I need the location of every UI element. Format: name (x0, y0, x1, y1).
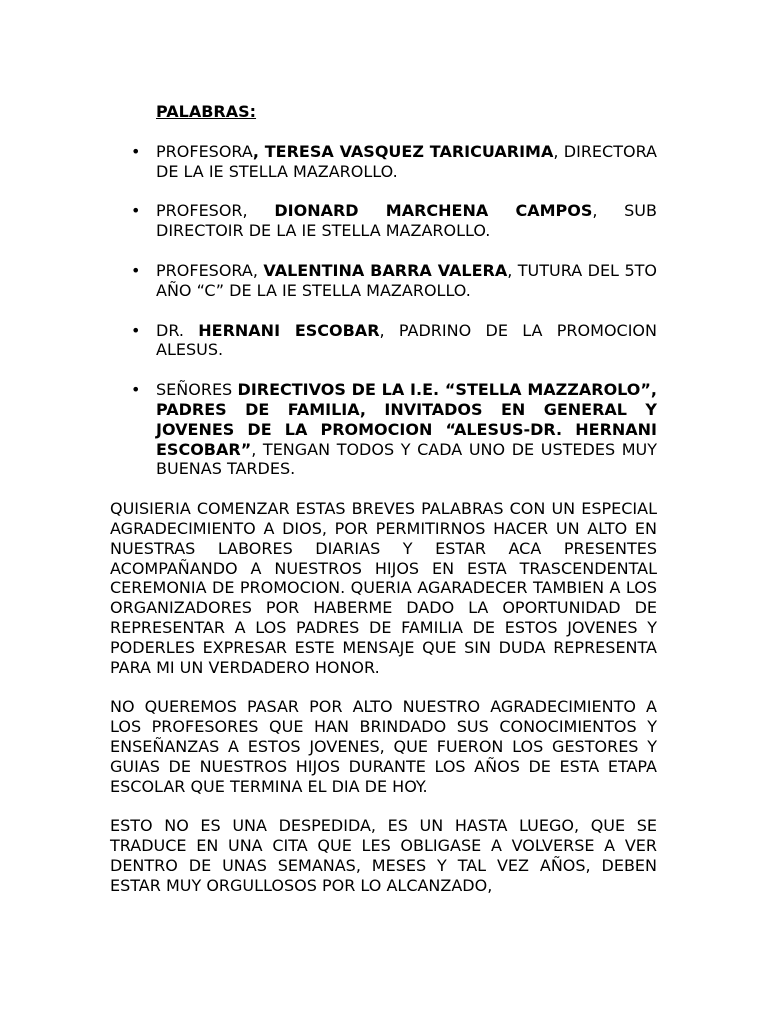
addressee-name: , TERESA VASQUEZ TARICUARIMA (252, 141, 554, 161)
bullet-icon: • (131, 260, 141, 280)
bullet-icon: • (131, 201, 141, 221)
bullet-icon: • (131, 380, 141, 400)
addressee-role: , DIRECTORA DE LA IE STELLA MAZAROLLO. (156, 141, 657, 181)
addressee-name: HERNANI ESCOBAR (198, 320, 380, 340)
addressee-role: , PADRINO DE LA PROMOCION ALESUS. (156, 320, 657, 360)
addressee-title: DR. (156, 320, 199, 340)
bullet-icon: • (131, 320, 141, 340)
addressee-role: , TUTURA DEL 5TO AÑO “C” DE LA IE STELLA MAZAROLLO. (156, 260, 657, 300)
addressee-item (110, 380, 657, 479)
addressee-item (110, 261, 657, 301)
addressee-role: , SUB DIRECTOIR DE LA IE STELLA MAZAROLLO. (156, 201, 657, 241)
addressee-title: PROFESOR, (156, 201, 275, 221)
addressee-title: PROFESORA, (156, 260, 264, 280)
addressee-item (110, 142, 657, 182)
addressee-list (110, 142, 657, 479)
document-page (110, 102, 657, 916)
speech-paragraph: NO QUEREMOS PASAR POR ALTO NUESTRO AGRADECIMIENTO A LOS PROFESORES QUE HAN BRINDADO SUS CONOCIMIENTOS Y ENSEÑANZAS A ESTOS JOVENES, QUE FUERON LOS GESTORES Y GUIAS DE NUESTROS HIJOS DURANTE LOS AÑOS DE ESTA ETAPA ESCOLAR QUE TERMINA EL DIA DE HOY. (110, 697, 657, 796)
speech-paragraph: ESTO NO ES UNA DESPEDIDA, ES UN HASTA LUEGO, QUE SE TRADUCE EN UNA CITA QUE LES OBLIGASE A VOLVERSE A VER DENTRO DE UNAS SEMANAS, MESES Y TAL VEZ AÑOS, DEBEN ESTAR MUY ORGULLOSOS POR LO ALCANZADO, (110, 816, 657, 895)
addressee-title: SEÑORES (156, 380, 238, 400)
speech-paragraph: QUISIERIA COMENZAR ESTAS BREVES PALABRAS CON UN ESPECIAL AGRADECIMIENTO A DIOS, POR PERMITIRNOS HACER UN ALTO EN NUESTRAS LABORES DIARIAS Y ESTAR ACA PRESENTES ACOMPAÑANDO A NUESTROS HIJOS EN ESTA TRASCENDENTAL CEREMONIA DE PROMOCION. QUERIA AGARADECER TAMBIEN A LOS ORGANIZADORES POR HABERME DADO LA OPORTUNIDAD DE REPRESENTAR A LOS PADRES DE FAMILIA DE ESTOS JOVENES Y PODERLES EXPRESAR ESTE MENSAJE QUE SIN DUDA REPRESENTA PARA MI UN VERDADERO HONOR. (110, 499, 657, 677)
addressee-name: VALENTINA BARRA VALERA (263, 260, 508, 280)
addressee-name: DIONARD MARCHENA CAMPOS (274, 201, 593, 221)
addressee-title: PROFESORA (156, 141, 253, 161)
addressee-item (110, 321, 657, 361)
addressee-role: , TENGAN TODOS Y CADA UNO DE USTEDES MUY BUENAS TARDES. (156, 439, 657, 479)
bullet-icon: • (131, 141, 141, 161)
addressee-name: DIRECTIVOS DE LA I.E. “STELLA MAZZAROLO”, PADRES DE FAMILIA, INVITADOS EN GENERAL Y JOVENES DE LA PROMOCION “ALESUS-DR. HERNANI ESCOBAR” (156, 380, 657, 459)
speech-heading: PALABRAS: (156, 102, 257, 121)
addressee-item (110, 201, 657, 241)
